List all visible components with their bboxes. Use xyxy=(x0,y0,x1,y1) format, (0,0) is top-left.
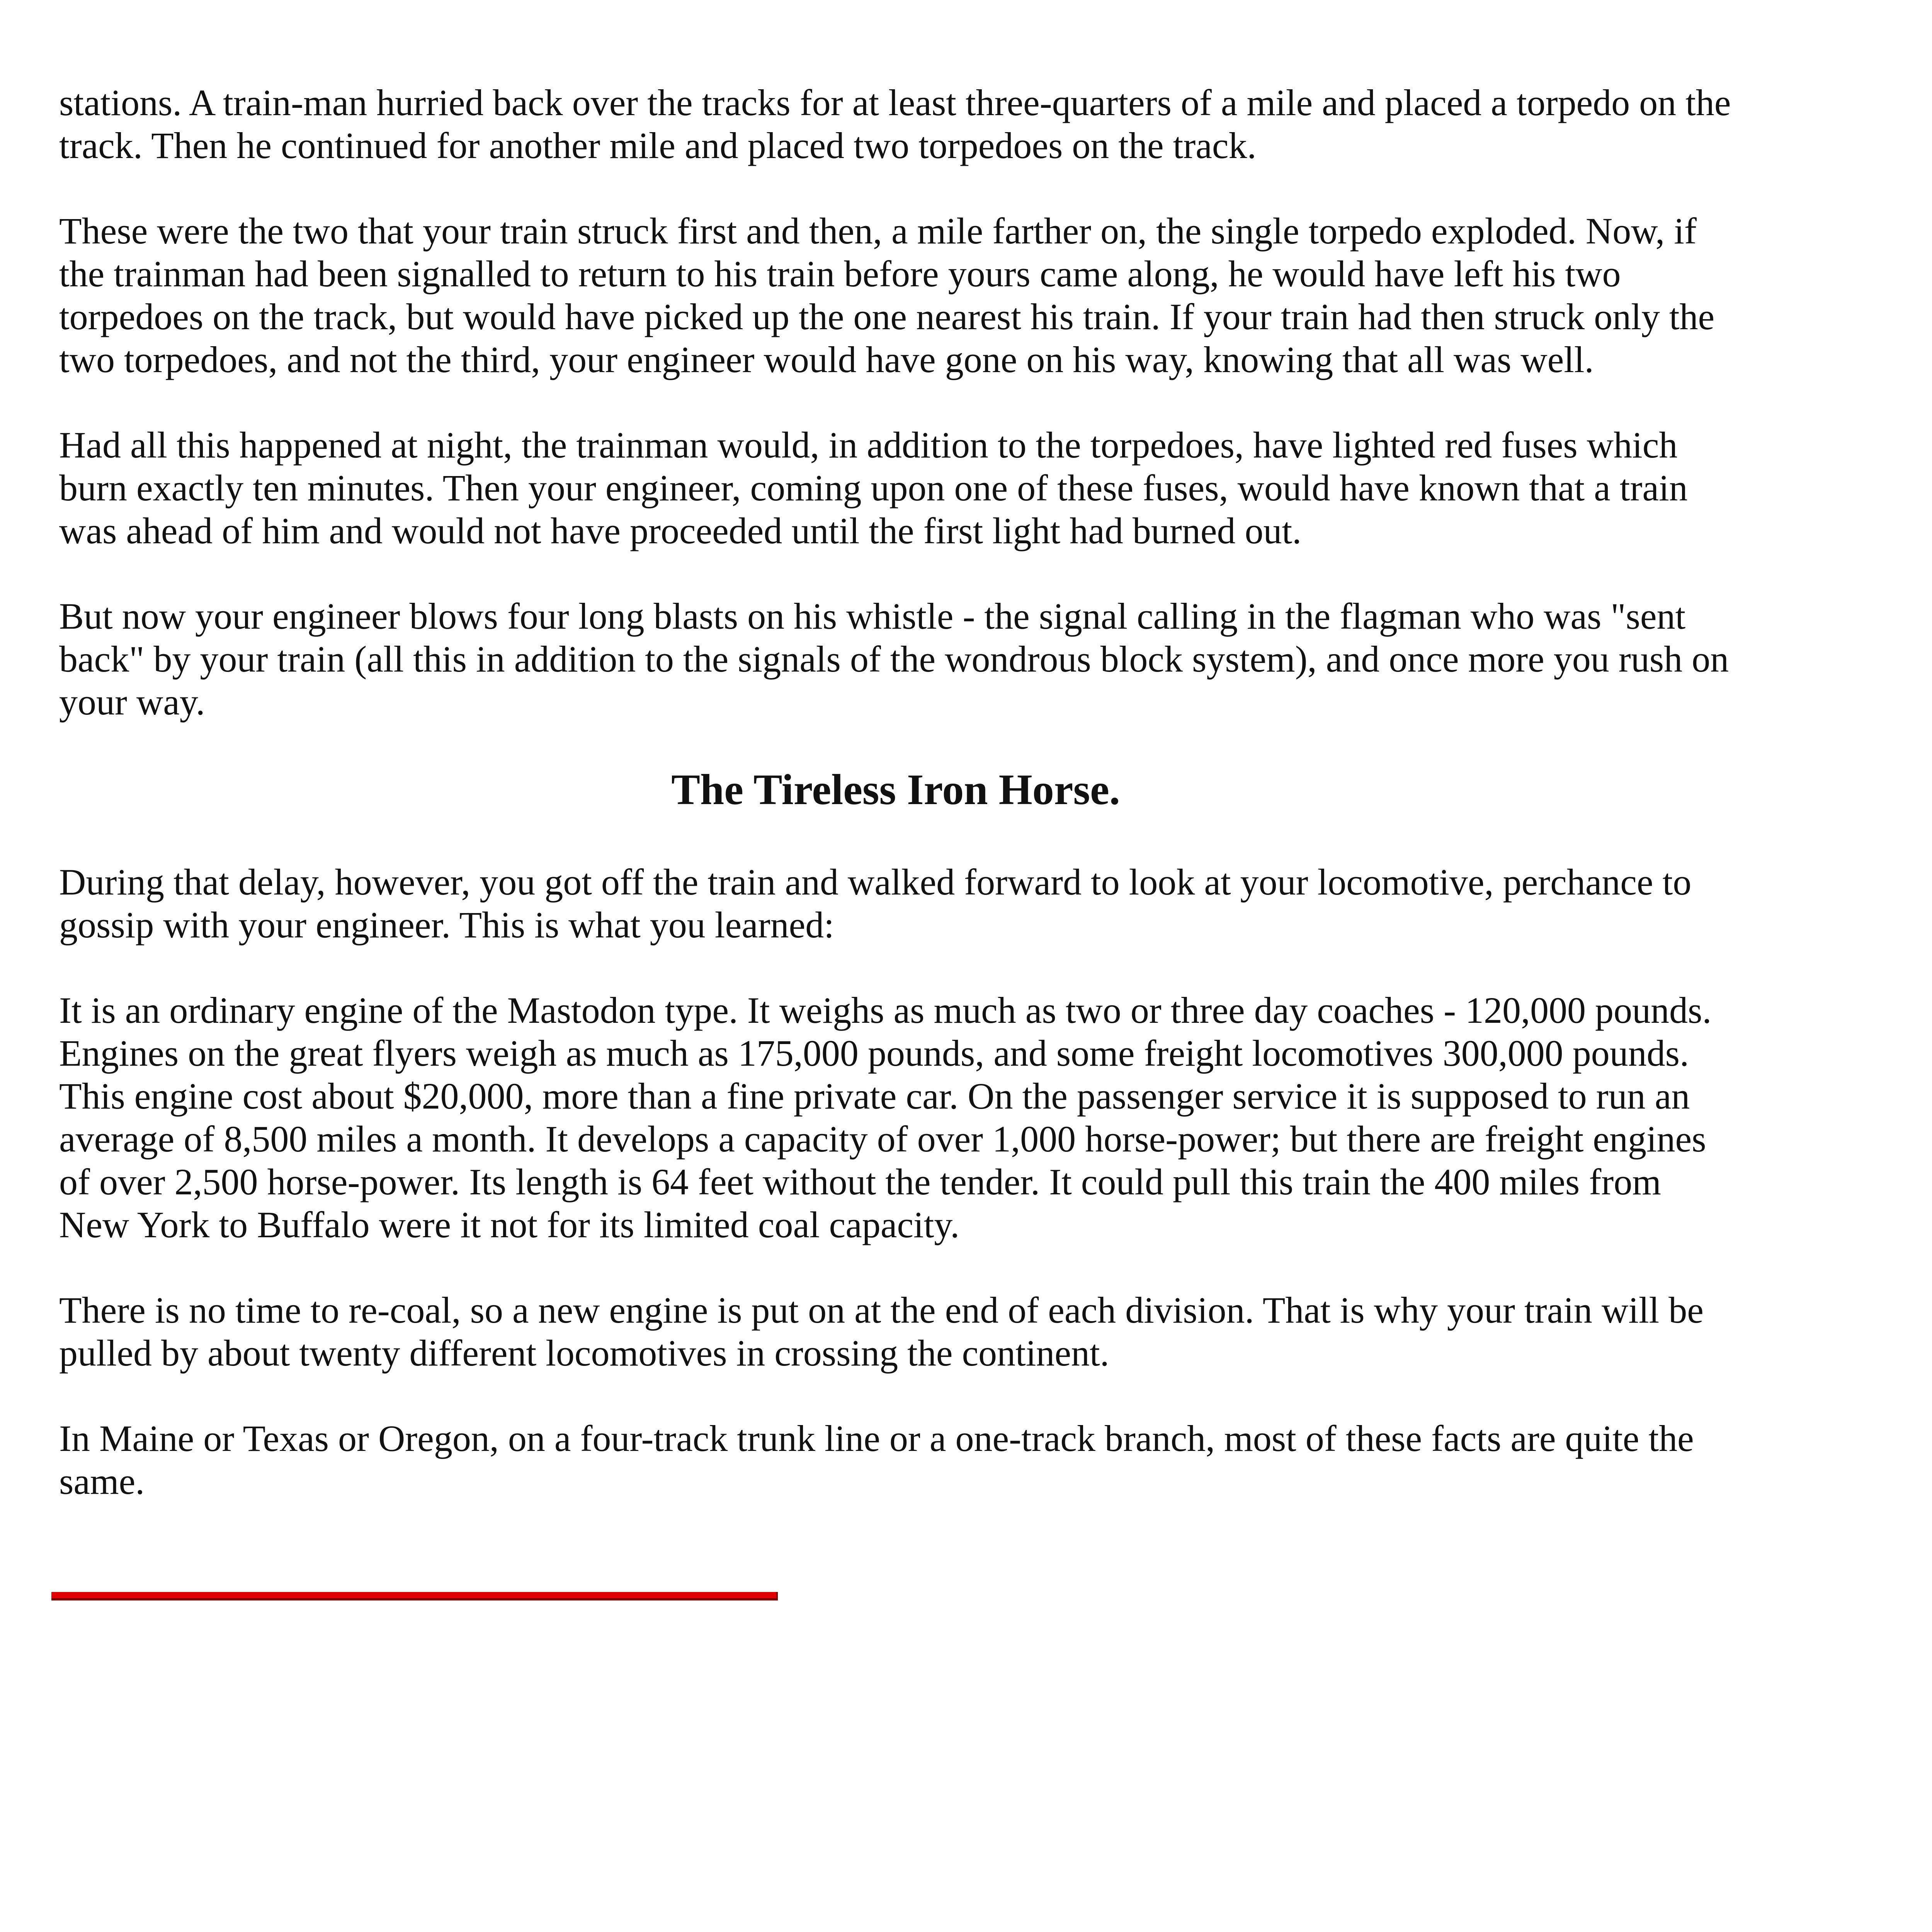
red-divider-rule xyxy=(51,1592,778,1600)
document-body xyxy=(59,81,1732,1545)
paragraph-torpedo-placement: stations. A train-man hurried back over the tracks for at least three-quarters of a mile and placed a torpedo on the track. Then he continued for another mile and placed two torpedoes on the track. xyxy=(59,82,1731,166)
paragraph-recoal: There is no time to re-coal, so a new engine is put on at the end of each division. That is why your train will be pulled by about twenty different locomotives in crossing the continent. xyxy=(59,1289,1704,1374)
paragraph-whistle-signal: But now your engineer blows four long blasts on his whistle - the signal calling in the flagman who was "sent back" by your train (all this in addition to the signals of the wondrous block system), and once more you rush on your way. xyxy=(59,595,1729,723)
paragraph-closing: In Maine or Texas or Oregon, on a four-track trunk line or a one-track branch, most of these facts are quite the same. xyxy=(59,1418,1694,1502)
section-heading: The Tireless Iron Horse. xyxy=(671,766,1120,814)
paragraph-engine-facts: It is an ordinary engine of the Mastodon type. It weighs as much as two or three day coaches - 120,000 pounds. Engines on the great flyers weigh as much as 175,000 pounds, and some freight locomotives 300,000 pounds. This engine cost about $20,000, more than a fine private car. On the passenger service it is supposed to run an average of 8,500 miles a month. It develops a capacity of over 1,000 horse-power; but there are freight engines of over 2,500 horse-power. Its length is 64 feet without the tender. It could pull this train the 400 miles from New York to Buffalo were it not for its limited coal capacity. xyxy=(59,990,1712,1245)
paragraph-night-fuses: Had all this happened at night, the trainman would, in addition to the torpedoes, have lighted red fuses which burn exactly ten minutes. Then your engineer, coming upon one of these fuses, would have known that a train was ahead of him and would not have proceeded until the first light had burned out. xyxy=(59,424,1688,551)
paragraph-delay: During that delay, however, you got off the train and walked forward to look at your locomotive, perchance to gossip with your engineer. This is what you learned: xyxy=(59,861,1692,946)
paragraph-torpedo-explanation: These were the two that your train struck first and then, a mile farther on, the single torpedo exploded. Now, if the trainman had been signalled to return to his train before yours came along, he would have left his two torpedoes on the track, but would have picked up the one nearest his train. If your train had then struck only the two torpedoes, and not the third, your engineer would have gone on his way, knowing that all was well. xyxy=(59,210,1715,380)
